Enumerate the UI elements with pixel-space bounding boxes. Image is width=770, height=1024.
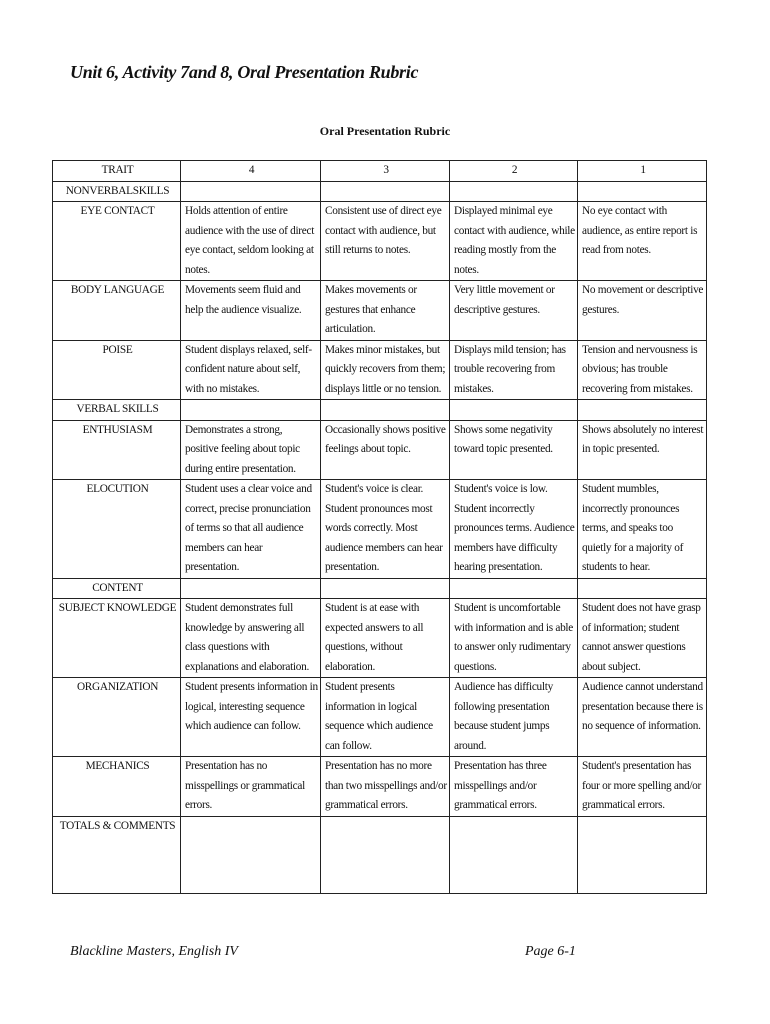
score-cell-2: Student's voice is low. Student incorrectly pronounces terms. Audience members have difficulty hearing presentation.	[450, 480, 578, 579]
totals-cell-3	[321, 816, 450, 893]
header-row	[53, 161, 707, 182]
empty-cell	[450, 181, 578, 202]
score-cell-1: Student's presentation has four or more spelling and/or grammatical errors.	[578, 757, 707, 817]
score-cell-2: Displayed minimal eye contact with audience, while reading mostly from the notes.	[450, 202, 578, 281]
empty-cell	[450, 400, 578, 421]
score-cell-1: No eye contact with audience, as entire report is read from notes.	[578, 202, 707, 281]
table-row	[53, 420, 707, 480]
document-title: Unit 6, Activity 7and 8, Oral Presentation Rubric	[70, 62, 419, 82]
empty-cell	[181, 400, 321, 421]
score-cell-4: Presentation has no misspellings or grammatical errors.	[181, 757, 321, 817]
trait-name: ENTHUSIASM	[53, 420, 181, 480]
table-row	[53, 757, 707, 817]
score-cell-2: Audience has difficulty following presentation because student jumps around.	[450, 678, 578, 757]
section-label: NONVERBALSKILLS	[53, 181, 181, 202]
score-cell-4: Student uses a clear voice and correct, precise pronunciation of terms so that all audience members can hear presentation.	[181, 480, 321, 579]
header-score-2: 2	[450, 161, 578, 182]
score-cell-1: Student mumbles, incorrectly pronounces terms, and speaks too quietly for a majority of students to hear.	[578, 480, 707, 579]
score-cell-3: Student presents information in logical sequence which audience can follow.	[321, 678, 450, 757]
empty-cell	[321, 400, 450, 421]
empty-cell	[578, 181, 707, 202]
score-cell-3: Makes minor mistakes, but quickly recovers from them; displays little or no tension.	[321, 340, 450, 400]
section-row-nonverbal	[53, 181, 707, 202]
rubric-heading: Oral Presentation Rubric	[319, 124, 451, 138]
score-cell-3: Occasionally shows positive feelings about topic.	[321, 420, 450, 480]
score-cell-2: Student is uncomfortable with information and is able to answer only rudimentary questions.	[450, 599, 578, 678]
score-cell-1: Audience cannot understand presentation because there is no sequence of information.	[578, 678, 707, 757]
totals-cell-1	[578, 816, 707, 893]
score-cell-3: Student is at ease with expected answers to all questions, without elaboration.	[321, 599, 450, 678]
totals-cell-2	[450, 816, 578, 893]
score-cell-3: Consistent use of direct eye contact with audience, but still returns to notes.	[321, 202, 450, 281]
trait-name: ORGANIZATION	[53, 678, 181, 757]
trait-name: POISE	[53, 340, 181, 400]
score-cell-1: Tension and nervousness is obvious; has trouble recovering from mistakes.	[578, 340, 707, 400]
table-row	[53, 678, 707, 757]
header-trait: TRAIT	[53, 161, 181, 182]
empty-cell	[181, 181, 321, 202]
empty-cell	[321, 578, 450, 599]
empty-cell	[578, 400, 707, 421]
table-row	[53, 281, 707, 341]
score-cell-1: Student does not have grasp of information; student cannot answer questions about subject.	[578, 599, 707, 678]
header-score-3: 3	[321, 161, 450, 182]
header-score-1: 1	[578, 161, 707, 182]
score-cell-4: Student presents information in logical, interesting sequence which audience can follow.	[181, 678, 321, 757]
score-cell-2: Presentation has three misspellings and/or grammatical errors.	[450, 757, 578, 817]
table-row	[53, 340, 707, 400]
trait-name: ELOCUTION	[53, 480, 181, 579]
section-row-verbal	[53, 400, 707, 421]
score-cell-4: Student displays relaxed, self-confident nature about self, with no mistakes.	[181, 340, 321, 400]
trait-name: MECHANICS	[53, 757, 181, 817]
trait-name: SUBJECT KNOWLEDGE	[53, 599, 181, 678]
table-row	[53, 202, 707, 281]
footer-page-number: Page 6-1	[525, 944, 576, 959]
table-row	[53, 599, 707, 678]
footer-source: Blackline Masters, English IV	[70, 944, 238, 959]
score-cell-2: Shows some negativity toward topic presented.	[450, 420, 578, 480]
rubric-table	[52, 160, 707, 894]
totals-row	[53, 816, 707, 893]
section-label: VERBAL SKILLS	[53, 400, 181, 421]
totals-label: TOTALS & COMMENTS	[53, 816, 181, 893]
score-cell-4: Movements seem fluid and help the audience visualize.	[181, 281, 321, 341]
trait-name: BODY LANGUAGE	[53, 281, 181, 341]
score-cell-2: Very little movement or descriptive gestures.	[450, 281, 578, 341]
empty-cell	[450, 578, 578, 599]
score-cell-4: Student demonstrates full knowledge by answering all class questions with explanations and elaboration.	[181, 599, 321, 678]
table-row	[53, 480, 707, 579]
score-cell-2: Displays mild tension; has trouble recovering from mistakes.	[450, 340, 578, 400]
section-row-content	[53, 578, 707, 599]
empty-cell	[321, 181, 450, 202]
empty-cell	[578, 578, 707, 599]
score-cell-3: Makes movements or gestures that enhance articulation.	[321, 281, 450, 341]
score-cell-4: Holds attention of entire audience with the use of direct eye contact, seldom looking at notes.	[181, 202, 321, 281]
trait-name: EYE CONTACT	[53, 202, 181, 281]
section-label: CONTENT	[53, 578, 181, 599]
score-cell-3: Student's voice is clear. Student pronounces most words correctly. Most audience members can hear presentation.	[321, 480, 450, 579]
score-cell-3: Presentation has no more than two misspellings and/or grammatical errors.	[321, 757, 450, 817]
empty-cell	[181, 578, 321, 599]
score-cell-4: Demonstrates a strong, positive feeling about topic during entire presentation.	[181, 420, 321, 480]
score-cell-1: No movement or descriptive gestures.	[578, 281, 707, 341]
header-score-4: 4	[181, 161, 321, 182]
score-cell-1: Shows absolutely no interest in topic presented.	[578, 420, 707, 480]
totals-cell-4	[181, 816, 321, 893]
